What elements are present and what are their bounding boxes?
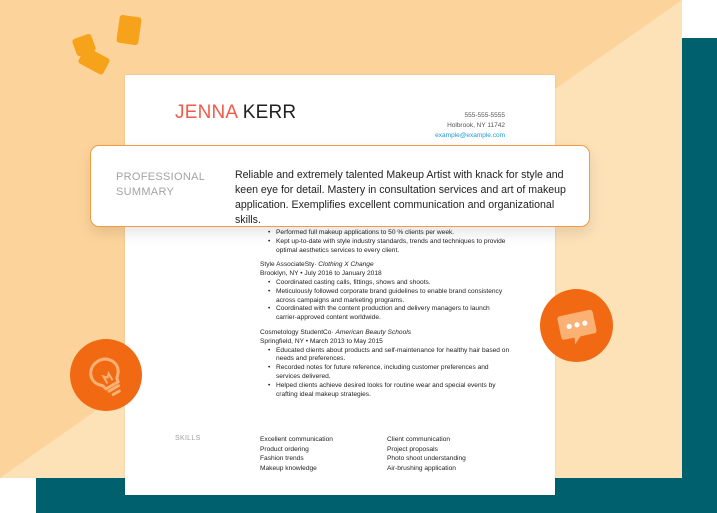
skill-item: Fashion trends xyxy=(260,455,304,462)
bullet-item: • Helped clients achieve desired looks for routine wear and special events by crafting ideal makeup strategies. xyxy=(260,382,510,400)
skills-heading: SKILLS xyxy=(175,435,201,442)
email-link[interactable]: example@example.com xyxy=(435,132,505,139)
bullet-item: • Coordinated casting calls, fittings, shows and shoots. xyxy=(260,279,510,288)
skill-item: Excellent communication xyxy=(260,436,333,443)
skill-item: Makeup knowledge xyxy=(260,464,317,472)
confetti-shape xyxy=(116,15,142,46)
last-name: KERR xyxy=(242,102,297,123)
job-title-text: Style AssociateSty· xyxy=(260,261,317,269)
skill-item: Photo shoot understanding xyxy=(387,455,466,462)
summary-heading: PROFESSIONAL SUMMARY xyxy=(116,171,205,198)
bullet-item: • Coordinated with the content production and delivery managers to launch carrier-approved content worldwide. xyxy=(260,305,510,323)
bullet-item: • Kept up-to-date with style industry standards, trends and techniques to provide optimal aesthetics services to every client. xyxy=(260,238,510,256)
skill-item: Project proposals xyxy=(387,445,438,453)
skill-item: Air-brushing application xyxy=(387,464,456,472)
job-title xyxy=(260,261,510,270)
lightbulb-icon xyxy=(70,339,142,411)
resume-name xyxy=(175,102,296,124)
teal-frame-right xyxy=(682,38,717,513)
chat-bubble-icon xyxy=(540,289,613,362)
job-location-date: Brooklyn, NY • July 2016 to January 2018 xyxy=(260,270,382,278)
bullet-item: • Educated clients about products and self-maintenance for healthy hair based on needs and preferences. xyxy=(260,347,510,365)
skill-item: Product ordering xyxy=(260,445,309,453)
skills-list xyxy=(260,435,510,473)
bullet-item: • Performed full makeup applications to 50 % clients per week. xyxy=(260,229,510,238)
chat-badge xyxy=(540,289,613,362)
skill-item: Client communication xyxy=(387,436,451,443)
contact-info xyxy=(435,111,505,141)
first-name: JENNA xyxy=(175,102,238,123)
job-location-date: Springfield, NY • March 2013 to May 2015 xyxy=(260,337,383,345)
location: Holbrook, NY 11742 xyxy=(447,122,505,129)
summary-text: Reliable and extremely talented Makeup Artist with knack for style and keen eye for detail. Mastery in consultation services and art of makeup application. Exemplifies excellent communication and organizational skills. xyxy=(235,169,566,226)
experience-section xyxy=(260,229,510,399)
phone: 555-555-5555 xyxy=(464,112,505,119)
bullet-item: • Recorded notes for future reference, including customer preferences and services delivered. xyxy=(260,364,510,382)
lightbulb-badge xyxy=(70,339,142,411)
resume-document xyxy=(125,75,555,495)
job-title xyxy=(260,329,510,338)
job-title-text: Cosmetology StudentCo· xyxy=(260,328,334,336)
company-name: American Beauty Schools xyxy=(335,328,412,336)
professional-summary-card xyxy=(90,145,590,227)
bullet-item: • Meticulously followed corporate brand guidelines to enable brand consistency across campaigns and marketing programs. xyxy=(260,288,510,306)
company-name: Clothing X Change xyxy=(318,261,374,269)
